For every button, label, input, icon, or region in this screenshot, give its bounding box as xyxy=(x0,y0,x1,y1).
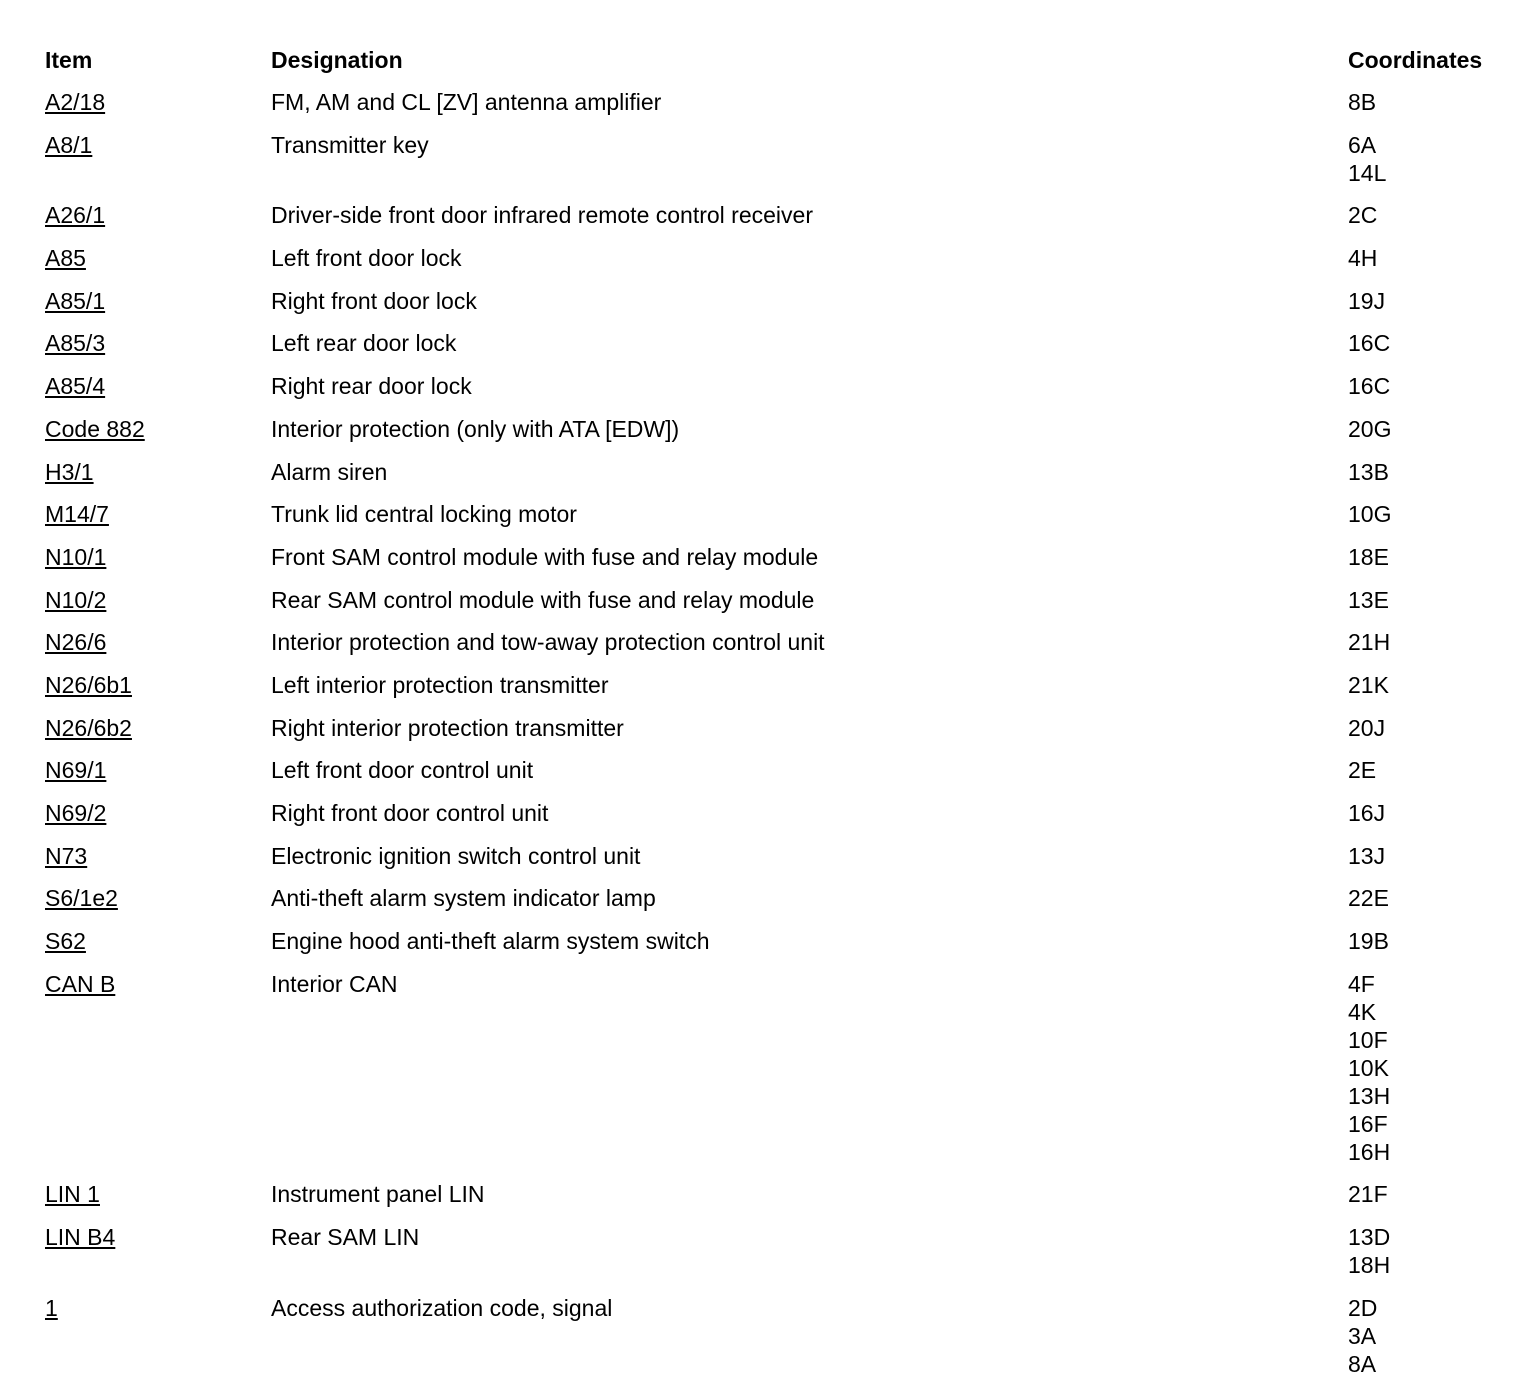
coordinate-value: 6A xyxy=(1348,131,1377,158)
item-link[interactable]: A85/3 xyxy=(45,330,106,357)
coordinate-value: 13B xyxy=(1348,458,1389,485)
coordinate-value: 10K xyxy=(1348,1054,1389,1081)
table-row xyxy=(0,1180,1520,1208)
designation-text: Left front door lock xyxy=(271,245,462,272)
coordinate-value: 20G xyxy=(1348,415,1392,442)
table-row xyxy=(0,842,1520,870)
table-row xyxy=(0,714,1520,742)
coordinate-value: 10F xyxy=(1348,1026,1388,1053)
item-link[interactable]: 1 xyxy=(45,1294,58,1321)
item-link[interactable]: N26/6 xyxy=(45,629,107,656)
item-link[interactable]: N73 xyxy=(45,842,88,869)
table-row xyxy=(0,756,1520,784)
coordinates-cell xyxy=(1348,500,1391,528)
coordinate-value: 4H xyxy=(1348,245,1378,272)
table-row xyxy=(0,131,1520,187)
designation-text: Electronic ignition switch control unit xyxy=(271,842,641,869)
coordinate-value: 13H xyxy=(1348,1082,1391,1109)
coordinate-value: 16C xyxy=(1348,330,1391,357)
table-row xyxy=(0,927,1520,955)
item-link[interactable]: N69/2 xyxy=(45,800,107,826)
item-link[interactable]: CAN B xyxy=(45,970,116,997)
designation-text: Left rear door lock xyxy=(271,330,457,357)
designation-text: Interior protection and tow-away protection control unit xyxy=(271,629,825,656)
coordinates-cell xyxy=(1348,88,1376,116)
coordinate-value: 18H xyxy=(1348,1252,1391,1279)
coordinate-value: 13J xyxy=(1348,842,1386,869)
coordinates-cell xyxy=(1348,884,1389,912)
designation-text: Interior protection (only with ATA [EDW]) xyxy=(271,415,680,442)
item-link[interactable]: N10/1 xyxy=(45,543,107,570)
coordinate-value: 2C xyxy=(1348,202,1378,229)
designation-text: Left interior protection transmitter xyxy=(271,671,609,698)
table-row xyxy=(0,458,1520,486)
coordinates-cell xyxy=(1348,842,1385,870)
item-link[interactable]: S6/1e2 xyxy=(45,885,118,912)
designation-text: Right rear door lock xyxy=(271,373,472,400)
coordinate-value: 13E xyxy=(1348,586,1389,613)
item-link[interactable]: N26/6b1 xyxy=(45,671,132,698)
coordinate-value: 16C xyxy=(1348,373,1391,400)
designation-text: Driver-side front door infrared remote control receiver xyxy=(271,202,813,229)
designation-text: Left front door control unit xyxy=(271,757,534,784)
table-row xyxy=(0,586,1520,614)
item-link[interactable]: H3/1 xyxy=(45,458,94,485)
designation-text: Engine hood anti-theft alarm system switch xyxy=(271,928,710,955)
coordinates-cell xyxy=(1348,372,1390,400)
coordinate-value: 4K xyxy=(1348,998,1377,1025)
table-row xyxy=(0,799,1520,827)
coordinates-cell xyxy=(1348,201,1377,229)
table-row xyxy=(0,1294,1520,1378)
coordinate-value: 19B xyxy=(1348,928,1389,955)
designation-text: Transmitter key xyxy=(271,131,429,158)
designation-text: Trunk lid central locking motor xyxy=(271,501,577,528)
table-header xyxy=(0,46,1520,76)
item-link[interactable]: A85/1 xyxy=(45,287,106,314)
header-designation: Designation xyxy=(271,47,403,73)
item-link[interactable]: LIN 1 xyxy=(45,1181,100,1208)
designation-text: Front SAM control module with fuse and relay module xyxy=(271,543,819,570)
item-link[interactable]: N26/6b2 xyxy=(45,714,132,741)
designation-text: Instrument panel LIN xyxy=(271,1181,485,1208)
coordinate-value: 8A xyxy=(1348,1350,1377,1377)
coordinate-value: 2E xyxy=(1348,757,1377,784)
header-coordinates: Coordinates xyxy=(1348,47,1483,73)
table-row xyxy=(0,201,1520,229)
table-row xyxy=(0,1223,1520,1279)
coordinates-cell xyxy=(1348,329,1390,357)
coordinate-value: 16H xyxy=(1348,1138,1391,1165)
designation-text: Anti-theft alarm system indicator lamp xyxy=(271,885,656,912)
coordinates-cell xyxy=(1348,1180,1388,1208)
coordinates-cell xyxy=(1348,244,1377,272)
item-link[interactable]: M14/7 xyxy=(45,501,109,528)
coordinate-value: 8B xyxy=(1348,89,1377,115)
coordinate-value: 21K xyxy=(1348,671,1389,698)
coordinate-value: 18E xyxy=(1348,543,1389,570)
item-link[interactable]: A8/1 xyxy=(45,131,93,158)
coordinates-cell xyxy=(1348,671,1389,699)
table-row xyxy=(0,329,1520,357)
item-link[interactable]: A2/18 xyxy=(45,89,106,115)
legend-table xyxy=(0,88,1520,1393)
coordinate-value: 2D xyxy=(1348,1294,1378,1321)
coordinates-cell xyxy=(1348,714,1385,742)
table-row xyxy=(0,415,1520,443)
item-link[interactable]: LIN B4 xyxy=(45,1224,116,1251)
item-link[interactable]: N10/2 xyxy=(45,586,107,613)
coordinates-cell xyxy=(1348,1223,1390,1279)
designation-text: FM, AM and CL [ZV] antenna amplifier xyxy=(271,89,662,115)
coordinate-value: 10G xyxy=(1348,501,1392,528)
designation-text: Right front door control unit xyxy=(271,800,549,826)
coordinate-value: 21F xyxy=(1348,1181,1388,1208)
designation-text: Rear SAM LIN xyxy=(271,1224,420,1251)
coordinate-value: 4F xyxy=(1348,970,1375,997)
coordinates-cell xyxy=(1348,586,1389,614)
designation-text: Interior CAN xyxy=(271,970,398,997)
table-row xyxy=(0,244,1520,272)
designation-text: Rear SAM control module with fuse and relay module xyxy=(271,586,815,613)
table-row xyxy=(0,884,1520,912)
designation-text: Right interior protection transmitter xyxy=(271,714,624,741)
coordinate-value: 13D xyxy=(1348,1224,1391,1251)
coordinate-value: 16F xyxy=(1348,1110,1388,1137)
coordinates-cell xyxy=(1348,543,1389,571)
table-row xyxy=(0,500,1520,528)
coordinate-value: 20J xyxy=(1348,714,1386,741)
coordinate-value: 19J xyxy=(1348,287,1386,314)
coordinates-cell xyxy=(1348,415,1391,443)
item-link[interactable]: Code 882 xyxy=(45,415,145,442)
coordinate-value: 14L xyxy=(1348,159,1387,186)
coordinates-cell xyxy=(1348,131,1386,187)
table-row xyxy=(0,970,1520,1166)
item-link[interactable]: S62 xyxy=(45,928,86,955)
item-link[interactable]: A85 xyxy=(45,245,86,272)
designation-text: Alarm siren xyxy=(271,458,388,485)
table-row xyxy=(0,372,1520,400)
coordinate-value: 3A xyxy=(1348,1322,1377,1349)
coordinates-cell xyxy=(1348,799,1385,827)
coordinates-cell xyxy=(1348,628,1390,656)
item-link[interactable]: A26/1 xyxy=(45,202,106,229)
table-row xyxy=(0,88,1520,116)
coordinates-cell xyxy=(1348,458,1389,486)
coordinate-value: 22E xyxy=(1348,885,1389,912)
header-item: Item xyxy=(45,47,93,73)
coordinates-cell xyxy=(1348,970,1390,1166)
coordinates-cell xyxy=(1348,756,1376,784)
table-row xyxy=(0,543,1520,571)
coordinate-value: 16J xyxy=(1348,800,1386,826)
table-row xyxy=(0,287,1520,315)
table-row xyxy=(0,628,1520,656)
item-link[interactable]: A85/4 xyxy=(45,373,106,400)
item-link[interactable]: N69/1 xyxy=(45,757,107,784)
coordinates-cell xyxy=(1348,287,1385,315)
coordinates-cell xyxy=(1348,1294,1377,1378)
designation-text: Right front door lock xyxy=(271,287,477,314)
table-row xyxy=(0,671,1520,699)
designation-text: Access authorization code, signal xyxy=(271,1294,613,1321)
coordinate-value: 21H xyxy=(1348,629,1391,656)
coordinates-cell xyxy=(1348,927,1389,955)
